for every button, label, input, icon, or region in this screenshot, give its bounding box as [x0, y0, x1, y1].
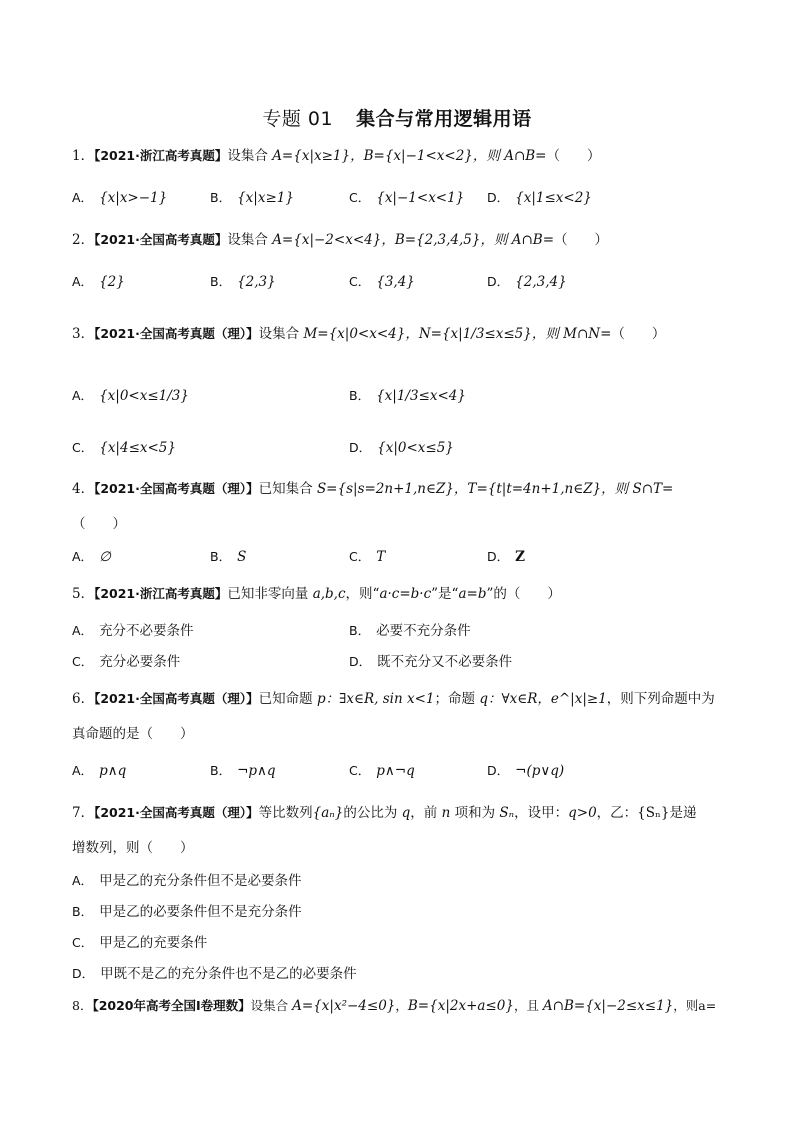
math-expression: S={s|s=2n+1,n∈Z}，T={t|t=4n+1,n∈Z}，则 S∩T=: [316, 481, 674, 497]
q7-option-c: C． 甲是乙的充要条件: [72, 935, 208, 951]
q2-option-c: C． {3,4}: [349, 274, 415, 290]
q7-option-a: A． 甲是乙的充分条件但不是必要条件: [72, 873, 302, 889]
question-4-paren: （ ）: [72, 516, 126, 532]
question-source: 【2021·全国高考真题】: [94, 232, 228, 247]
q6-option-b: B． ¬p∧q: [210, 763, 276, 779]
q5-option-a: A． 充分不必要条件: [72, 623, 194, 639]
q2-option-d: D． {2,3,4}: [487, 274, 567, 290]
question-1: 1．【2021·浙江高考真题】设集合 A={x|x≥1}，B={x|−1<x<2}，则 A∩B=（ ）: [72, 148, 601, 164]
question-6: 6．【2021·全国高考真题（理）】已知命题 p：∃x∈R, sin x<1；命题 q：∀x∈R，e^|x|≥1，则下列命题中为: [72, 691, 715, 707]
question-source: 【2021·全国高考真题（理）】: [94, 805, 259, 820]
question-8: 8．【2020年高考全国Ⅰ卷理数】设集合 A={x|x²−4≤0}，B={x|2x+a≤0}，且 A∩B={x|−2≤x≤1}，则a=: [72, 998, 717, 1014]
math-expression: M={x|0<x<4}，N={x|1/3≤x≤5}，则 M∩N=: [303, 326, 612, 342]
q5-option-d: D． 既不充分又不必要条件: [349, 654, 513, 670]
question-6-cont: 真命题的是（ ）: [72, 726, 194, 742]
question-source: 【2021·全国高考真题（理）】: [94, 326, 259, 341]
q7-option-d: D． 甲既不是乙的充分条件也不是乙的必要条件: [72, 966, 357, 982]
q4-option-b: B． S: [210, 549, 247, 565]
q3-option-b: B． {x|1/3≤x<4}: [349, 388, 466, 404]
q3-option-a: A． {x|0<x≤1/3}: [72, 388, 189, 404]
math-expression: A={x|x≥1}，B={x|−1<x<2}，则 A∩B=: [272, 148, 547, 164]
math-expression: p：∃x∈R, sin x<1: [316, 691, 435, 707]
question-7-cont: 增数列，则（ ）: [72, 840, 194, 856]
q4-option-d: D． Z: [487, 549, 525, 565]
q4-option-a: A． ∅: [72, 549, 111, 565]
q6-option-d: D． ¬(p∨q): [487, 763, 565, 779]
math-expression: a,b,c: [312, 586, 346, 602]
question-source: 【2021·浙江高考真题】: [94, 586, 228, 601]
q1-option-d: D． {x|1≤x<2}: [487, 190, 592, 206]
title-text: 集合与常用逻辑用语: [356, 108, 532, 130]
question-source: 【2021·浙江高考真题】: [94, 148, 228, 163]
q1-option-b: B． {x|x≥1}: [210, 190, 294, 206]
question-2: 2．【2021·全国高考真题】设集合 A={x|−2<x<4}，B={2,3,4,5}，则 A∩B=（ ）: [72, 232, 609, 248]
question-source: 【2021·全国高考真题（理）】: [94, 691, 259, 706]
q5-option-c: C． 充分必要条件: [72, 654, 181, 670]
question-3: 3．【2021·全国高考真题（理）】设集合 M={x|0<x<4}，N={x|1/3≤x≤5}，则 M∩N=（ ）: [72, 326, 666, 342]
q5-option-b: B． 必要不充分条件: [349, 623, 471, 639]
question-4: 4．【2021·全国高考真题（理）】已知集合 S={s|s=2n+1,n∈Z}，T={t|t=4n+1,n∈Z}，则 S∩T=: [72, 481, 674, 497]
title-topic-number: 专题 01: [262, 108, 334, 130]
q6-option-a: A． p∧q: [72, 763, 127, 779]
q3-option-d: D． {x|0<x≤5}: [349, 440, 454, 456]
q1-option-a: A． {x|x>−1}: [72, 190, 168, 206]
q2-option-b: B． {2,3}: [210, 274, 276, 290]
math-expression: A={x|−2<x<4}，B={2,3,4,5}，则 A∩B=: [272, 232, 555, 248]
q7-option-b: B． 甲是乙的必要条件但不是充分条件: [72, 904, 302, 920]
q6-option-c: C． p∧¬q: [349, 763, 415, 779]
q3-option-c: C． {x|4≤x<5}: [72, 440, 176, 456]
page-title: [0, 104, 794, 131]
q1-option-c: C． {x|−1<x<1}: [349, 190, 465, 206]
question-source: 【2021·全国高考真题（理）】: [94, 481, 259, 496]
question-source: 【2020年高考全国Ⅰ卷理数】: [92, 998, 251, 1013]
question-5: 5．【2021·浙江高考真题】已知非零向量 a,b,c，则“a·c=b·c”是“a=b”的（ ）: [72, 586, 561, 602]
q4-option-c: C． T: [349, 549, 386, 565]
question-7: 7．【2021·全国高考真题（理）】等比数列{aₙ}的公比为 q，前 n 项和为 Sₙ，设甲：q>0，乙：{Sₙ}是递: [72, 805, 697, 821]
q2-option-a: A． {2}: [72, 274, 125, 290]
